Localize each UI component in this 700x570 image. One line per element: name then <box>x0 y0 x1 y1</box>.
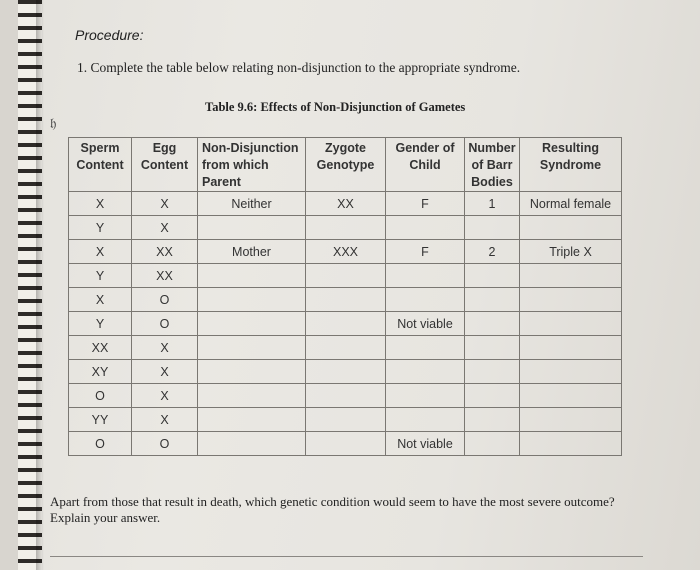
syndrome-cell[interactable] <box>520 408 622 432</box>
barr-bodies-cell[interactable] <box>465 384 520 408</box>
parent-cell[interactable] <box>198 312 306 336</box>
genotype-cell[interactable] <box>306 216 386 240</box>
barr-bodies-cell[interactable] <box>465 288 520 312</box>
table-row <box>69 240 622 264</box>
table-row <box>69 312 622 336</box>
table-caption: Table 9.6: Effects of Non-Disjunction of Gametes <box>205 100 466 114</box>
gender-cell[interactable]: F <box>386 240 465 264</box>
sperm-cell[interactable]: Y <box>69 264 132 288</box>
procedure-heading: Procedure: <box>75 27 144 43</box>
sperm-cell[interactable]: X <box>69 288 132 312</box>
sperm-cell[interactable]: XY <box>69 360 132 384</box>
barr-bodies-cell[interactable]: 1 <box>465 192 520 216</box>
table-row <box>69 432 622 456</box>
parent-cell[interactable] <box>198 408 306 432</box>
egg-cell[interactable]: O <box>132 432 198 456</box>
instruction-text: 1. Complete the table below relating non-disjunction to the appropriate syndrome. <box>77 60 521 75</box>
parent-cell[interactable] <box>198 216 306 240</box>
table-row <box>69 336 622 360</box>
syndrome-cell[interactable] <box>520 312 622 336</box>
barr-bodies-cell[interactable] <box>465 360 520 384</box>
gender-cell[interactable]: Not viable <box>386 312 465 336</box>
table-row <box>69 192 622 216</box>
table-row <box>69 264 622 288</box>
parent-cell[interactable]: Mother <box>198 240 306 264</box>
table-row <box>69 288 622 312</box>
column-header-gender: Gender of Child <box>386 138 465 192</box>
parent-cell[interactable] <box>198 288 306 312</box>
barr-bodies-cell[interactable] <box>465 408 520 432</box>
genotype-cell[interactable] <box>306 288 386 312</box>
genotype-cell[interactable] <box>306 336 386 360</box>
sperm-cell[interactable]: X <box>69 240 132 264</box>
parent-cell[interactable]: Neither <box>198 192 306 216</box>
barr-bodies-cell[interactable]: 2 <box>465 240 520 264</box>
egg-cell[interactable]: XX <box>132 264 198 288</box>
egg-cell[interactable]: O <box>132 288 198 312</box>
binding-shadow <box>36 0 44 570</box>
genotype-cell[interactable]: XX <box>306 192 386 216</box>
parent-cell[interactable] <box>198 360 306 384</box>
syndrome-cell[interactable] <box>520 432 622 456</box>
column-header-sperm: Sperm Content <box>69 138 132 192</box>
gender-cell[interactable] <box>386 288 465 312</box>
egg-cell[interactable]: X <box>132 192 198 216</box>
egg-cell[interactable]: X <box>132 408 198 432</box>
syndrome-cell[interactable] <box>520 288 622 312</box>
table-row <box>69 216 622 240</box>
barr-bodies-cell[interactable] <box>465 336 520 360</box>
genotype-cell[interactable] <box>306 432 386 456</box>
syndrome-cell[interactable] <box>520 384 622 408</box>
table-row <box>69 360 622 384</box>
table-header-row <box>69 138 622 192</box>
sperm-cell[interactable]: YY <box>69 408 132 432</box>
parent-cell[interactable] <box>198 432 306 456</box>
egg-cell[interactable]: X <box>132 216 198 240</box>
gender-cell[interactable] <box>386 264 465 288</box>
sperm-cell[interactable]: O <box>69 432 132 456</box>
table-row <box>69 408 622 432</box>
sperm-cell[interactable]: O <box>69 384 132 408</box>
table-row <box>69 384 622 408</box>
gender-cell[interactable] <box>386 216 465 240</box>
gender-cell[interactable] <box>386 384 465 408</box>
egg-cell[interactable]: X <box>132 384 198 408</box>
column-header-genotype: Zygote Genotype <box>306 138 386 192</box>
pen-mark-icon: 𝔥 <box>50 116 57 132</box>
gender-cell[interactable]: F <box>386 192 465 216</box>
gender-cell[interactable] <box>386 408 465 432</box>
egg-cell[interactable]: XX <box>132 240 198 264</box>
column-header-parent: Non-Disjunction from which Parent <box>198 138 306 192</box>
column-header-barr-bodies: Number of Barr Bodies <box>465 138 520 192</box>
gender-cell[interactable] <box>386 360 465 384</box>
genotype-cell[interactable] <box>306 384 386 408</box>
genotype-cell[interactable] <box>306 264 386 288</box>
gender-cell[interactable]: Not viable <box>386 432 465 456</box>
parent-cell[interactable] <box>198 384 306 408</box>
syndrome-cell[interactable] <box>520 216 622 240</box>
genotype-cell[interactable] <box>306 312 386 336</box>
nondisjunction-table <box>68 137 622 456</box>
column-header-syndrome: Resulting Syndrome <box>520 138 622 192</box>
barr-bodies-cell[interactable] <box>465 216 520 240</box>
barr-bodies-cell[interactable] <box>465 312 520 336</box>
sperm-cell[interactable]: X <box>69 192 132 216</box>
question-text: Apart from those that result in death, which genetic condition would seem to have the most severe outcome? Explain your answer. <box>50 494 615 525</box>
parent-cell[interactable] <box>198 264 306 288</box>
barr-bodies-cell[interactable] <box>465 432 520 456</box>
syndrome-cell[interactable] <box>520 360 622 384</box>
sperm-cell[interactable]: Y <box>69 216 132 240</box>
parent-cell[interactable] <box>198 336 306 360</box>
sperm-cell[interactable]: XX <box>69 336 132 360</box>
genotype-cell[interactable]: XXX <box>306 240 386 264</box>
gender-cell[interactable] <box>386 336 465 360</box>
egg-cell[interactable]: O <box>132 312 198 336</box>
genotype-cell[interactable] <box>306 360 386 384</box>
answer-line[interactable] <box>50 556 643 557</box>
syndrome-cell[interactable]: Triple X <box>520 240 622 264</box>
column-header-egg: Egg Content <box>132 138 198 192</box>
syndrome-cell[interactable] <box>520 264 622 288</box>
egg-cell[interactable]: X <box>132 336 198 360</box>
genotype-cell[interactable] <box>306 408 386 432</box>
sperm-cell[interactable]: Y <box>69 312 132 336</box>
barr-bodies-cell[interactable] <box>465 264 520 288</box>
syndrome-cell[interactable] <box>520 336 622 360</box>
egg-cell[interactable]: X <box>132 360 198 384</box>
syndrome-cell[interactable]: Normal female <box>520 192 622 216</box>
